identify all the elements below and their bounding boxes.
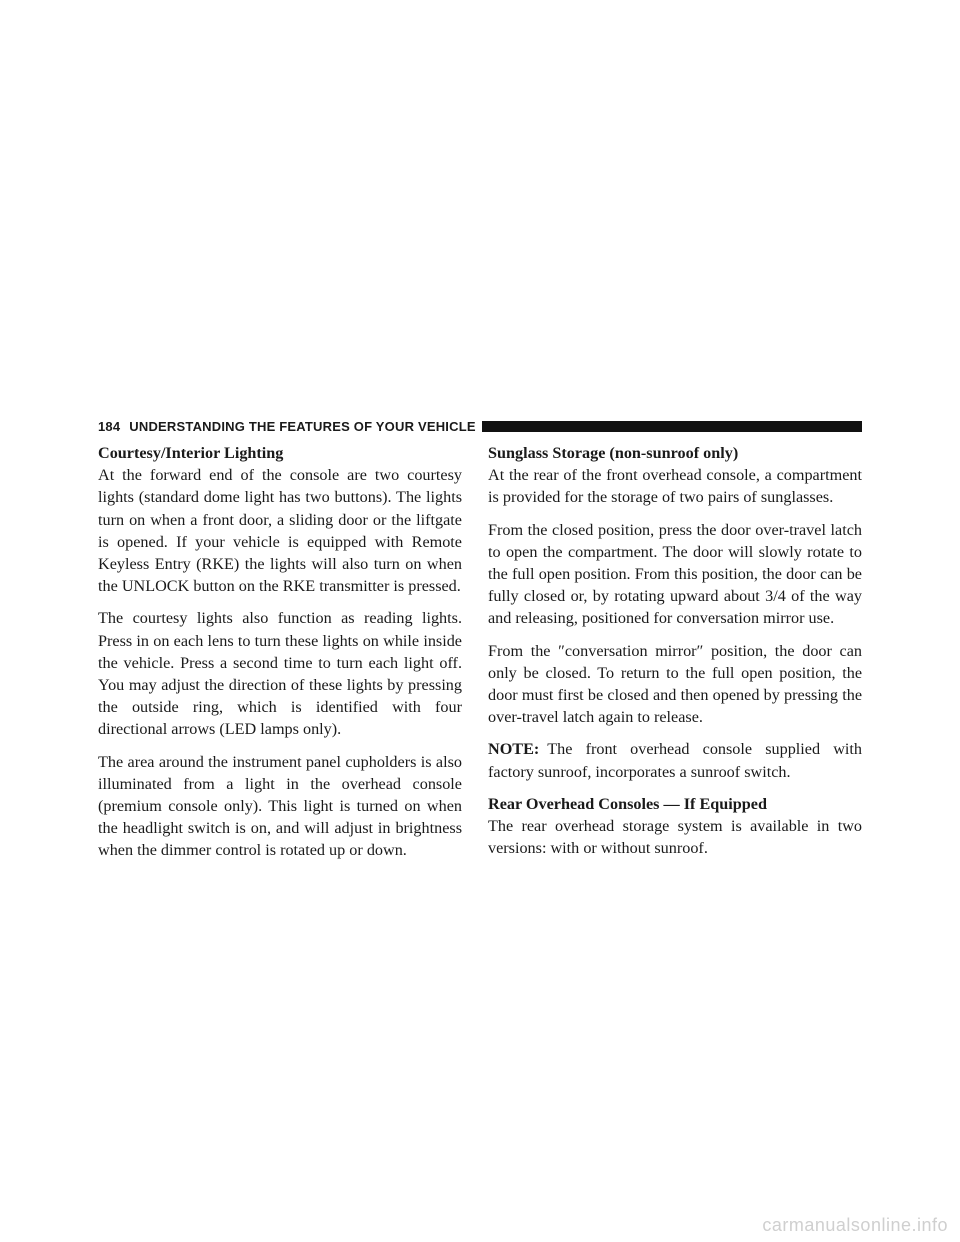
- note-label: NOTE:: [488, 740, 540, 759]
- paragraph: At the forward end of the console are two courtesy lights (standard dome light has two buttons). The lights turn on when a front door, a sliding door or the liftgate is opened. If your vehicle is equipped with Remote Keyless Entry (RKE) the lights will also turn on when the UNLOCK button on the RKE transmitter is pressed.: [98, 466, 462, 596]
- section-title: UNDERSTANDING THE FEATURES OF YOUR VEHICLE: [129, 418, 476, 434]
- note-text: The front overhead console supplied with factory sunroof, incorporates a sunroof switch.: [488, 740, 862, 781]
- note-paragraph: [488, 738, 862, 782]
- paragraph: From the closed position, press the door over-travel latch to open the compartment. The door will slowly rotate to the full open position. From this position, the door can be fully closed or, by rotating upward about 3/4 of the way and releasing, positioned for conversation mirror use.: [488, 520, 862, 628]
- header-rule: [482, 421, 862, 432]
- left-column: [98, 442, 462, 872]
- paragraph: The rear overhead storage system is available in two versions: with or without sunroof.: [488, 817, 862, 858]
- paragraph: The area around the instrument panel cupholders is also illuminated from a light in the overhead console (premium console only). This light is turned on when the headlight switch is on, and will adjust in brightness when the dimmer control is rotated up or down.: [98, 752, 462, 860]
- sunglass-storage-heading: Sunglass Storage (non-sunroof only): [488, 444, 739, 462]
- watermark: carmanualsonline.info: [762, 1215, 948, 1235]
- paragraph: From the ″conversation mirror″ position, the door can only be closed. To return to the full open position, the door must first be closed and then opened by pressing the over-travel latch again to release.: [488, 641, 862, 727]
- rear-overhead-consoles-heading: Rear Overhead Consoles — If Equipped: [488, 794, 767, 813]
- right-column: [488, 442, 862, 869]
- page-header: [98, 416, 862, 436]
- courtesy-lighting-heading: Courtesy/Interior Lighting: [98, 444, 284, 462]
- paragraph: The courtesy lights also function as reading lights. Press in on each lens to turn these lights on while inside the vehicle. Press a second time to turn each light off. You may adjust the direction of these lights by pressing the outside ring, which is identified with four directional arrows (LED lamps only).: [98, 609, 462, 739]
- paragraph: At the rear of the front overhead console, a compartment is provided for the storage of two pairs of sunglasses.: [488, 466, 862, 507]
- page-number: 184: [98, 418, 121, 434]
